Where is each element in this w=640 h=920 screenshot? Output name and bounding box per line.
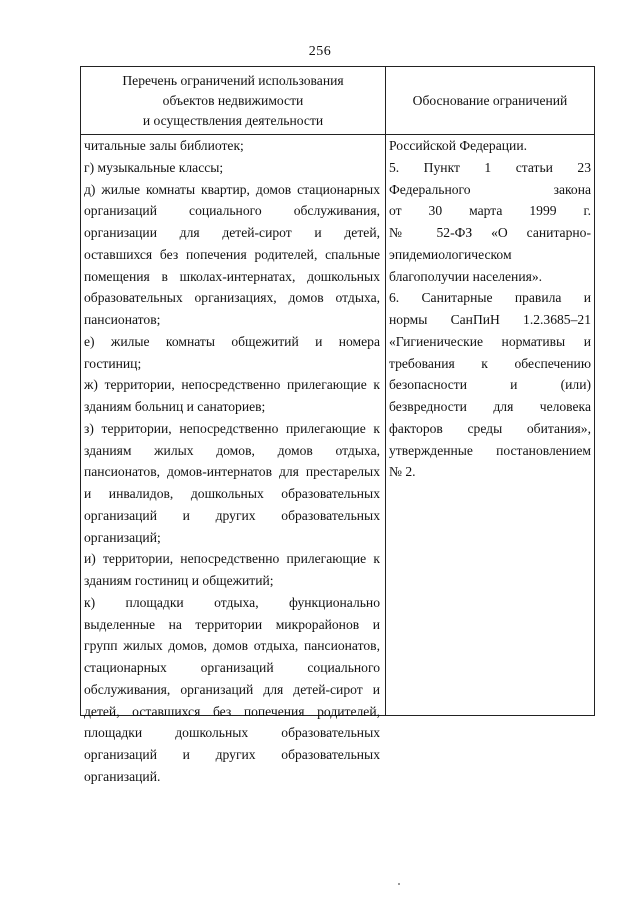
restriction-text-line: выделенные на территории микрорайонов и (84, 616, 380, 632)
restrictions-column (84, 135, 380, 788)
restriction-text-line: детей, оставшихся без попечения родителей, (84, 703, 380, 719)
restriction-text-line: г) музыкальные классы; (84, 159, 224, 175)
header-left-line: и осуществления деятельности (142, 112, 324, 128)
justification-text-line: от 30 марта 1999 г. (389, 203, 591, 219)
restriction-text-line: стационарных организаций социального (84, 660, 380, 675)
justification-text-line: 6. Санитарные правила и (389, 290, 591, 306)
justification-text-line: безвредности для человека (389, 399, 591, 414)
restriction-text-line: организаций и других образовательных (84, 747, 380, 762)
restriction-text-line: е) жилые комнаты общежитий и номера (84, 333, 380, 349)
header-right-text: Обоснование ограничений (412, 92, 568, 108)
justification-text-line: безопасности и (или) (389, 377, 591, 393)
restriction-text-line: групп жилых домов, домов отдыха, пансионатов, (84, 638, 380, 654)
justification-text-line: благополучии населения». (389, 268, 543, 284)
justification-text-line: Федерального закона (389, 181, 591, 197)
restriction-text-line: помещения в школах-интернатах, дошкольных (84, 268, 380, 284)
justification-text-line: нормы СанПиН 1.2.3685–21 (389, 312, 591, 327)
justification-column (389, 135, 591, 483)
justification-text-line: Российской Федерации. (389, 138, 527, 153)
header-restrictions-list (81, 67, 385, 134)
restriction-text-line: к) площадки отдыха, функционально (84, 594, 380, 610)
justification-text-line: эпидемиологическом (389, 246, 512, 262)
restriction-text-line: образовательных организациях, домов отдыха, (84, 290, 380, 306)
restriction-text-line: площадки дошкольных образовательных (84, 725, 380, 741)
justification-text-line: требования к обеспечению (389, 355, 591, 371)
header-justification (386, 67, 594, 134)
restriction-text-line: организаций и других образовательных (84, 507, 380, 523)
restriction-text-line: з) территории, непосредственно прилегающие к (84, 420, 380, 436)
restriction-text-line: ж) территории, непосредственно прилегающие к (84, 377, 380, 393)
justification-text-line: «Гигиенические нормативы и (389, 333, 591, 349)
justification-text-line: факторов среды обитания», (389, 420, 591, 436)
restriction-text-line: организаций; (84, 529, 161, 545)
justification-text-line: № 2. (389, 464, 416, 480)
restriction-text-line: гостиниц; (84, 355, 142, 371)
column-divider (385, 67, 386, 715)
header-left-line: Перечень ограничений использования (122, 72, 344, 88)
restriction-text-line: организаций. (84, 768, 161, 784)
restriction-text-line: пансионатов; (84, 312, 161, 327)
header-left-line: объектов недвижимости (162, 92, 304, 108)
justification-text-line: утвержденные постановлением (389, 442, 591, 458)
restriction-text-line: и инвалидов, дошкольных образовательных (84, 486, 380, 501)
restriction-text-line: пансионатов, домов-интернатов для престарелых (84, 464, 380, 480)
page-number: 256 (308, 44, 332, 59)
restrictions-table (80, 66, 595, 784)
restriction-text-line: зданиям гостиниц и общежитий; (84, 573, 274, 588)
restriction-text-line: и) территории, непосредственно прилегающие к (84, 551, 380, 567)
restriction-text-line: организаций социального обслуживания, (84, 203, 380, 219)
justification-text-line: № 52-ФЗ «О санитарно- (389, 225, 591, 240)
restriction-text-line: организации для детей-сирот и детей, (84, 225, 380, 240)
restriction-text-line: д) жилые комнаты квартир, домов стационарных (84, 181, 380, 197)
restriction-text-line: читальные залы библиотек; (84, 138, 244, 153)
restriction-text-line: обслуживания, организаций для детей-сирот и (84, 681, 380, 697)
restriction-text-line: зданиям больниц и санаториев; (84, 399, 266, 414)
restriction-text-line: оставшихся без попечения родителей, спальные (84, 246, 380, 262)
scan-speck (398, 883, 400, 885)
justification-text-line: 5. Пункт 1 статьи 23 (389, 159, 591, 175)
restriction-text-line: зданиям жилых домов, домов отдыха, (84, 442, 380, 458)
